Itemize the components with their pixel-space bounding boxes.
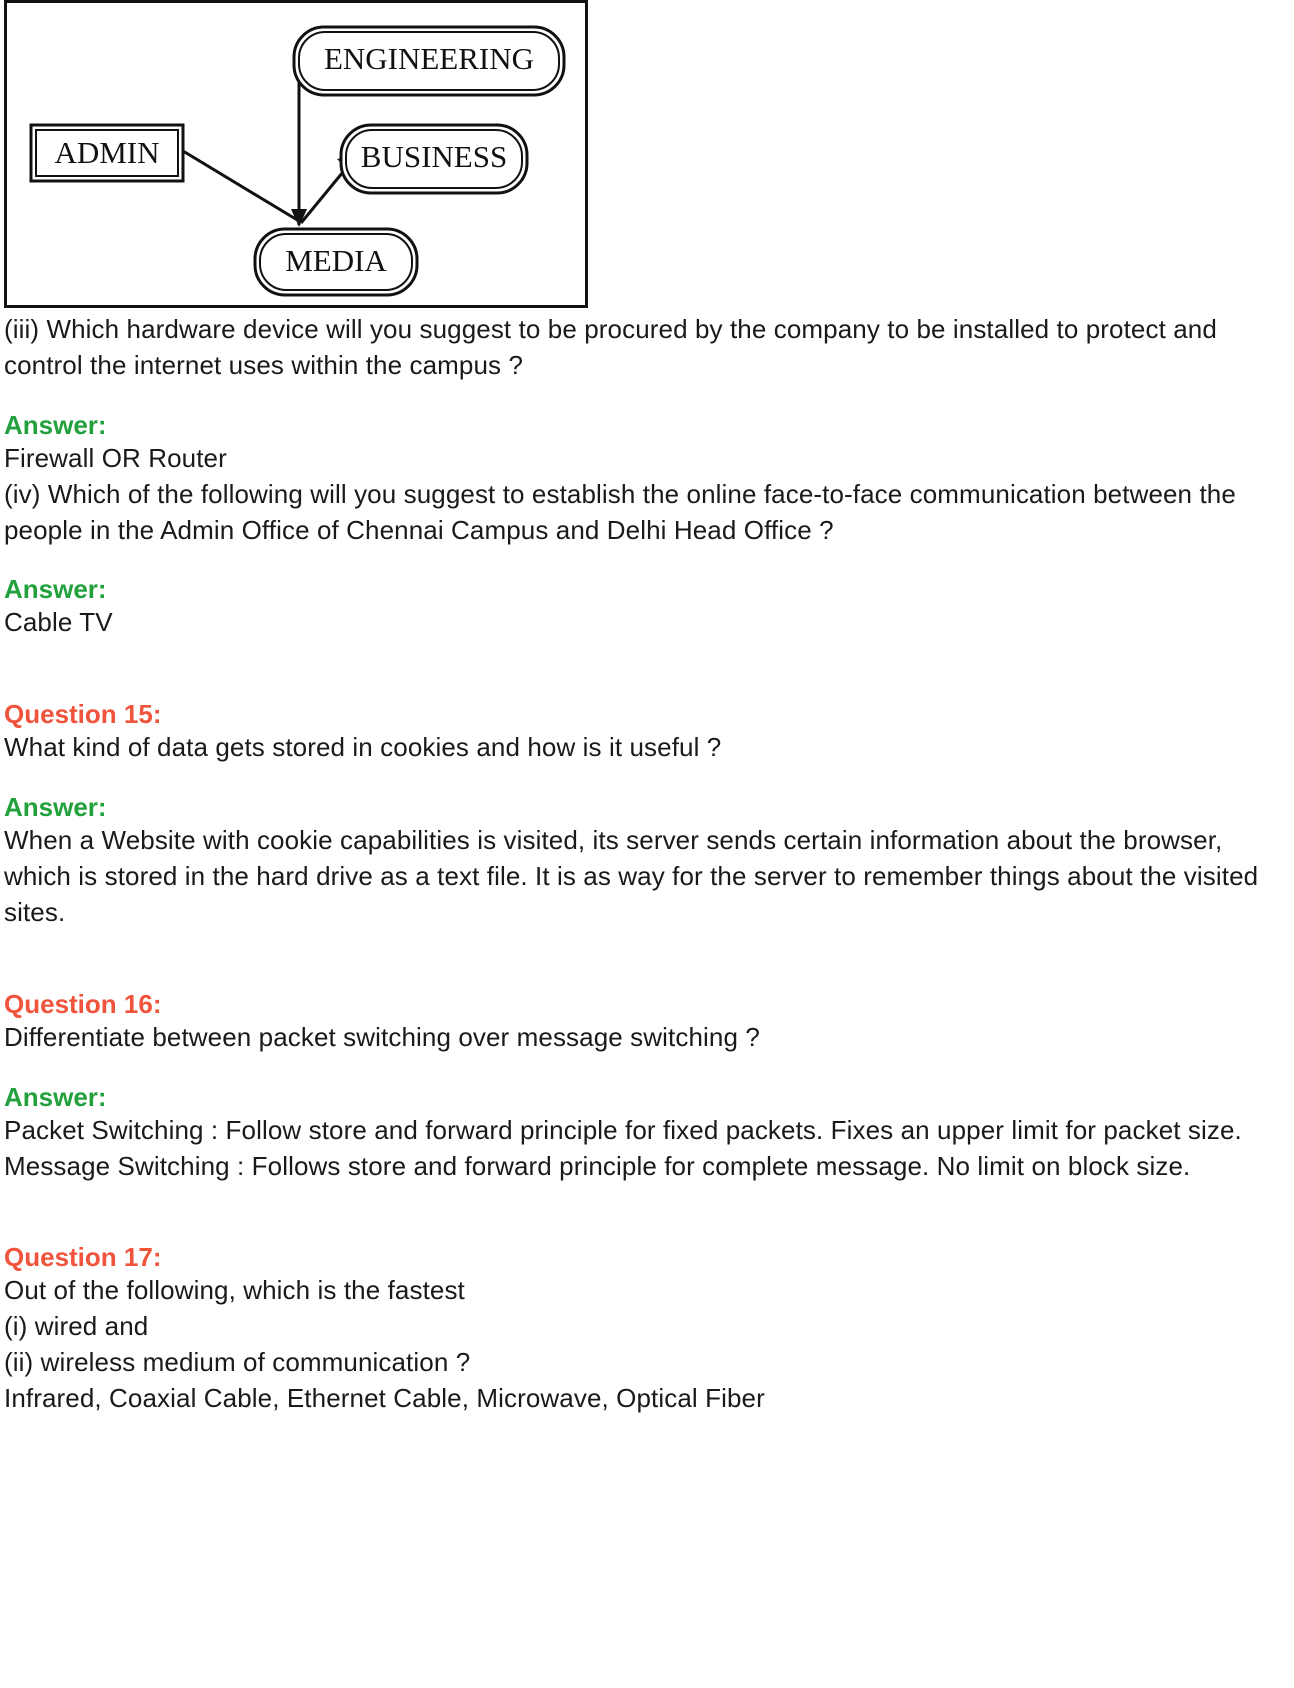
diagram-node-business [341, 125, 527, 193]
answer-iii-text: Firewall OR Router [4, 442, 227, 473]
answer-label-15: Answer: [4, 792, 107, 823]
answer-16-line1: Packet Switching : Follow store and forward principle for fixed packets. Fixes an upper limit for packet size. [4, 1114, 1242, 1145]
answer-label-16: Answer: [4, 1081, 107, 1112]
node-label-business: BUSINESS [360, 139, 508, 174]
question-17-line2: (i) wired and [4, 1311, 149, 1342]
answer-label-iii: Answer: [4, 409, 107, 440]
diagram-node-media [255, 229, 417, 295]
question-17-line1: Out of the following, which is the fastest [4, 1275, 465, 1306]
question-iii-text: (iii) Which hardware device will you suggest to be procured by the company to be installed to protect and control the internet uses within the campus ? [4, 314, 1217, 380]
campus-network-diagram [4, 0, 588, 308]
question-17-line3: (ii) wireless medium of communication ? [4, 1347, 471, 1378]
answer-iv-text: Cable TV [4, 607, 113, 638]
spacer [4, 641, 1288, 699]
question-17-line4: Infrared, Coaxial Cable, Ethernet Cable, Microwave, Optical Fiber [4, 1383, 765, 1413]
question-17-label: Question 17: [4, 1242, 162, 1273]
diagram-node-admin [31, 125, 183, 181]
question-15-text: What kind of data gets stored in cookies and how is it useful ? [4, 732, 722, 763]
connector-admin-media [183, 151, 299, 221]
question-16-label: Question 16: [4, 988, 162, 1019]
diagram-node-engineering [294, 27, 564, 95]
node-label-media: MEDIA [285, 243, 387, 278]
spacer [4, 931, 1288, 989]
answer-15-text: When a Website with cookie capabilities is visited, its server sends certain information about the browser, which is stored in the hard drive as a text file. It is as way for the server to remember things about the visited sites. [4, 825, 1259, 927]
question-iv-text: (iv) Which of the following will you suggest to establish the online face-to-face communication between the people in the Admin Office of Chennai Campus and Delhi Head Office ? [4, 478, 1236, 545]
diagram-connectors [183, 81, 357, 227]
node-label-engineering: ENGINEERING [323, 41, 535, 76]
answer-label-iv: Answer: [4, 574, 107, 605]
question-16-text: Differentiate between packet switching over message switching ? [4, 1021, 760, 1052]
question-15-label: Question 15: [4, 699, 162, 730]
spacer [4, 1184, 1288, 1242]
node-label-admin: ADMIN [54, 135, 160, 170]
diagram-canvas [7, 3, 585, 305]
answer-16-line2: Message Switching : Follows store and forward principle for complete message. No limit on block size. [4, 1150, 1191, 1181]
